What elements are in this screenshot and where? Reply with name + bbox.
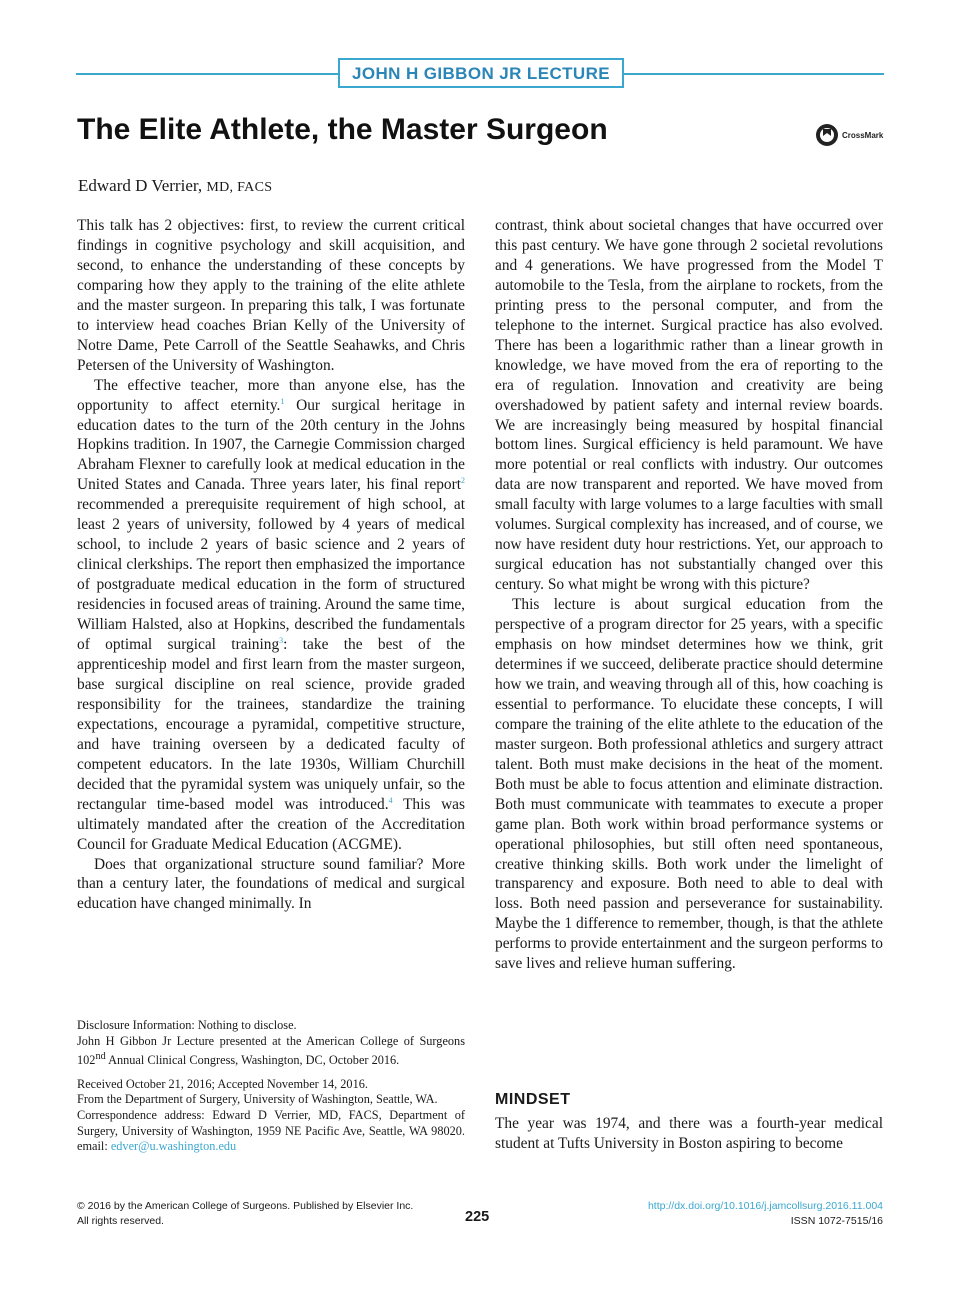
crossmark-badge[interactable] [815,120,895,150]
crossmark-icon [815,123,839,147]
crossmark-label: CrossMark [842,130,884,140]
paragraph [77,376,465,855]
correspondence-note [77,1108,465,1155]
header-rule-left [76,73,338,75]
text-run: The effective teacher, more than anyone else, has the opportunity to affect eternity. [77,376,465,414]
paragraph: The year was 1974, and there was a fourth-year medical student at Tufts University in Boston aspiring to become [495,1115,883,1152]
text-run: recommended a prerequisite requirement of high school, at least 2 years of university, followed by 4 years of medical school, to include 2 years of basic science and 2 years of clinical clerkships. The report then emphasized the importance of postgraduate medical education in the form of structured residencies in focused areas of training. Around the same time, William Halsted, also at Hopkins, described the fundamentals of optimal surgical training [77,496,465,654]
body-column-right [495,216,883,974]
page-number: 225 [465,1209,490,1225]
text-run: Annual Clinical Congress, Washington, DC, October 2016. [105,1053,400,1068]
doi-link[interactable]: http://dx.doi.org/10.1016/j.jamcollsurg.2016.11.004 [647,1200,883,1212]
text-run: : take the best of the apprenticeship model and first learn from the master surgeon, base surgical discipline on real science, provide graded responsibility for the trainees, standardize the training expectations, encourage a pyramidal, competitive structure, and have training overseen by a dedicated faculty of competent educators. In the late 1930s, William Churchill decided that the pyramidal system was uniquely unfair, so the rectangular time-based model was introduced. [77,636,465,813]
ordinal-suffix: nd [95,1051,106,1063]
paragraph: contrast, think about societal changes that have occurred over this past century. We have gone through 2 societal revolutions and 4 generations. We have progressed from the Model T automobile to the Tesla, from the airplane to rockets, from the printing press to the personal computer, and from the telephone to the internet. Surgical practice has also evolved. There has been a logarithmic rather than a linear growth in knowledge, we have moved from the era of reporting to the era of regulation. Innovation and creativity are being overshadowed by patient safety and internal review boards. We are increasingly being measured by hospital financial bottom lines. Surgical efficiency is held paramount. We have more potential or real conflicts with industry. Our outcomes data are now transparent and reported. We have moved from small faculty with large volumes to a large faculties with small volumes. Surgical complexity has increased, and of course, we now have resident duty hour restrictions. Yet, our approach to surgical education has not substantially changed over this century. So what might be wrong with this picture? [495,217,883,594]
paragraph: This lecture is about surgical education from the perspective of a program director for 25 years, with a specific emphasis on how mindset determines how we think, grit determines if we succeed, deliberate practice should determine how we train, and weaving through all of this, how coaching is essential to performance. To elucidate these concepts, I will compare the training of the elite athlete to the education of the master surgeon. Both professional athletics and surgery attract talent. Both must make decisions in the heat of the moment. Both must be able to focus attention and eliminate distraction. Both must communicate with teammates to execute a proper game plan. Both work within broad performance systems or operational philosophies, but still often need spontaneous, creative thinking skills. Both work under the limelight of transparency and exposure. Both need to able to deal with loss. Both need passion and perseverance for sustainability. Maybe the 1 difference to remember, though, is that the athlete performs to provide entertainment and the surgeon performs to save lives and relieve human suffering. [495,596,883,973]
section-label: JOHN H GIBBON JR LECTURE [338,58,624,88]
section-header [76,58,884,90]
issn-text: ISSN 1072-7515/16 [790,1215,883,1227]
paragraph: This talk has 2 objectives: first, to review the current critical findings in cognitive psychology and skill acquisition, and second, to enhance the understanding of these concepts by comparing how they apply to the training of the elite athlete and the master surgeon. In preparing this talk, I was fortunate to interview head coaches Brian Kelly of the University of Notre Dame, Pete Carroll of the Seattle Seahawks, and Chris Petersen of the University of Washington. [77,217,465,374]
reference-link[interactable]: 3 [279,635,284,645]
email-link[interactable]: edver@u.washington.edu [110,1139,237,1154]
text-run: Our surgical heritage in education dates to the turn of the 20th century in the Johns Hopkins tradition. In 1907, the Carnegie Commission charged Abraham Flexner to carefully look at medical education in the United States and Canada. Three years later, his final report [77,396,465,494]
lecture-note [77,1034,465,1069]
text-run: This was ultimately mandated after the creation of the Accreditation Council for Graduate Medical Education (ACGME). [77,795,466,853]
rights-text: All rights reserved. [77,1215,164,1227]
disclosure-note: Disclosure Information: Nothing to disclose. [77,1018,297,1032]
reference-link[interactable]: 2 [461,476,465,486]
paragraph: Does that organizational structure sound familiar? More than a century later, the foundations of medical and surgical education have changed minimally. In [77,855,465,913]
footnotes [77,1018,465,1155]
author-credentials: MD, FACS [206,180,273,195]
received-note: Received October 21, 2016; Accepted November 14, 2016. [77,1076,368,1091]
article-title: The Elite Athlete, the Master Surgeon [77,113,608,146]
footer-left [77,1199,413,1229]
reference-link[interactable]: 4 [388,795,393,805]
page-footer [77,1199,883,1235]
text-run: John H Gibbon Jr Lecture presented at the American College of Surgeons 102 [77,1033,465,1068]
body-column-left [77,216,465,914]
copyright-text: © 2016 by the American College of Surgeons. Published by Elsevier Inc. [77,1200,414,1212]
author-line [78,176,272,196]
header-rule-right [624,73,884,75]
text-run: Correspondence address: Edward D Verrier, MD, FACS, Department of Surgery, University of Washington, 1959 NE Pacific Ave, Seattle, WA 98020. email: [77,1108,465,1154]
footer-right [648,1199,883,1229]
affiliation-note: From the Department of Surgery, University of Washington, Seattle, WA. [77,1092,438,1107]
reference-link[interactable]: 1 [280,396,285,406]
author-name: Edward D Verrier, [78,176,207,195]
section-heading-mindset: MINDSET [495,1091,571,1108]
